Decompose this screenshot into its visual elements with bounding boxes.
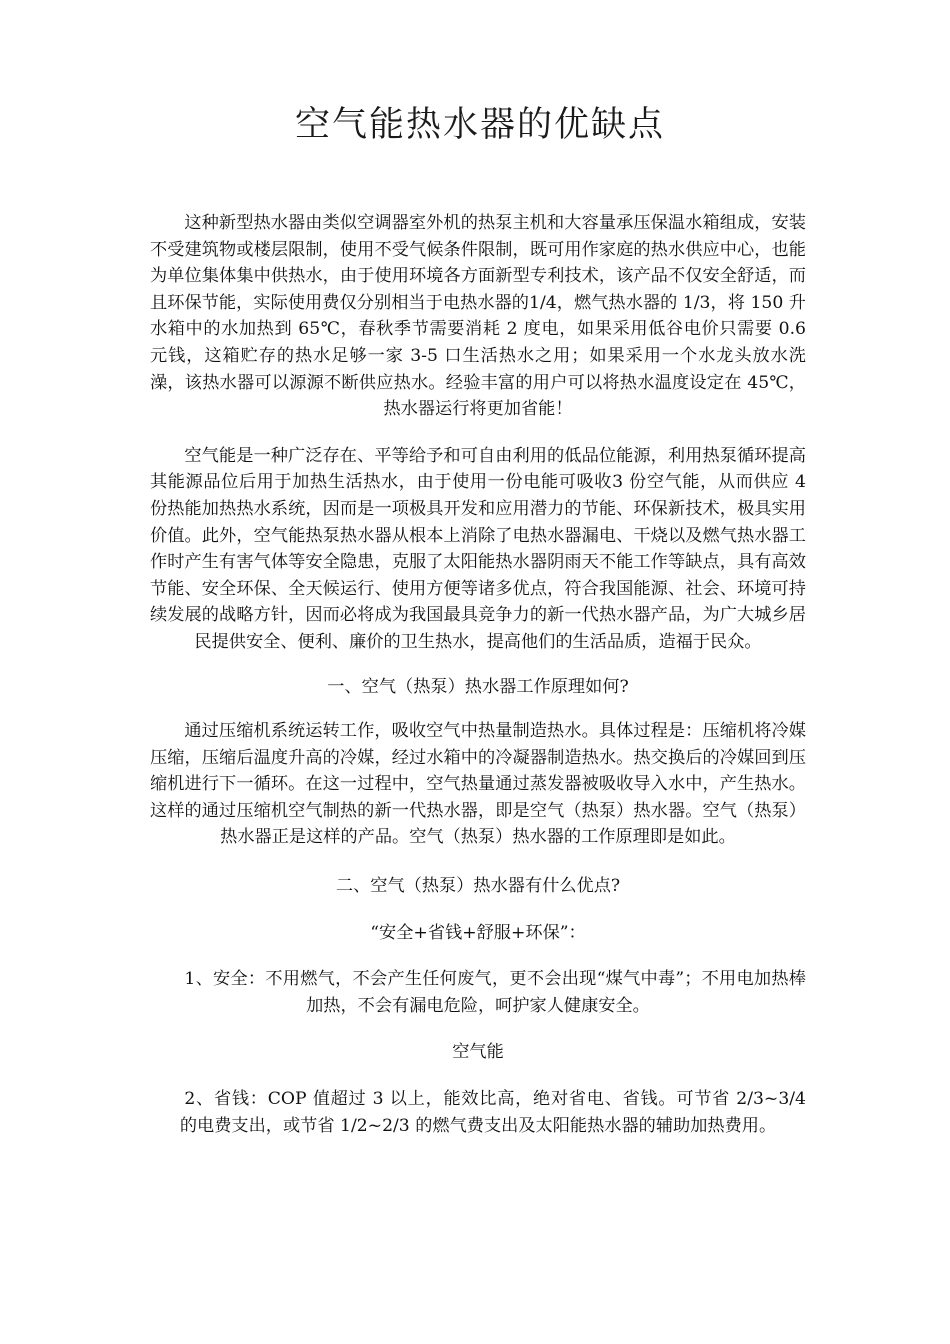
- safety-paragraph: 1、安全：不用燃气，不会产生任何废气，更不会出现“煤气中毒”；不用电加热棒加热，不会有漏电危险，呵护家人健康安全。: [184, 969, 806, 1016]
- saving-paragraph: 2、省钱：COP 值超过 3 以上，能效比高，绝对省电、省钱。可节省 2/3~3/4 的电费支出，或节省 1/2~2/3 的燃气费支出及太阳能热水器的辅助加热费用。: [179, 1089, 806, 1136]
- section-heading-advantages: 二、空气（热泵）热水器有什么优点?: [335, 876, 621, 897]
- intro-paragraph: 这种新型热水器由类似空调器室外机的热泵主机和大容量承压保温水箱组成，安装不受建筑物或楼层限制，使用不受气候条件限制，既可用作家庭的热水供应中心，也能为单位集体集中供热水，由于使用环境各方面新型专利技术，该产品不仅安全舒适，而且环保节能，实际使用费仅分别相当于电热水器的1/4，燃气热水器的 1/3，将 150 升水箱中的水加热到 65℃，春秋季节需要消耗 2 度电，如果采用低谷电价只需要 0.6 元钱，这箱贮存的热水足够一家 3-5 口生活热水之用；如果采用一个水龙头放水洗澡，该热水器可以源源不断供应热水。经验丰富的用户可以将热水温度设定在 45℃，热水器运行将更加省能！: [150, 213, 806, 420]
- principle-paragraph: 通过压缩机系统运转工作，吸收空气中热量制造热水。具体过程是：压缩机将冷媒压缩，压缩后温度升高的冷媒，经过水箱中的冷凝器制造热水。热交换后的冷媒回到压缩机进行下一循环。在这一过程中，空气热量通过蒸发器被吸收导入水中，产生热水。这样的通过压缩机空气制热的新一代热水器，即是空气（热泵）热水器。空气（热泵）热水器正是这样的产品。空气（热泵）热水器的工作原理即是如此。: [150, 721, 806, 848]
- air-energy-label: 空气能: [452, 1042, 504, 1063]
- document-title: 空气能热水器的优缺点: [294, 105, 665, 145]
- section-heading-principle: 一、空气（热泵）热水器工作原理如何?: [327, 676, 629, 697]
- slogan-line: “安全+省钱+舒服+环保”：: [370, 922, 586, 943]
- about-paragraph: 空气能是一种广泛存在、平等给予和可自由利用的低品位能源，利用热泵循环提高其能源品位后用于加热生活热水，由于使用一份电能可吸收3 份空气能，从而供应 4 份热能加热热水系统，因而是一项极具开发和应用潜力的节能、环保新技术，极具实用价值。此外，空气能热泵热水器从根本上消除了电热水器漏电、干烧以及燃气热水器工作时产生有害气体等安全隐患，克服了太阳能热水器阴雨天不能工作等缺点，具有高效节能、安全环保、全天候运行、使用方便等诸多优点，符合我国能源、社会、环境可持续发展的战略方针，因而必将成为我国最具竞争力的新一代热水器产品，为广大城乡居民提供安全、便利、廉价的卫生热水，提高他们的生活品质，造福于民众。: [150, 445, 806, 652]
- document-page: [150, 95, 806, 1139]
